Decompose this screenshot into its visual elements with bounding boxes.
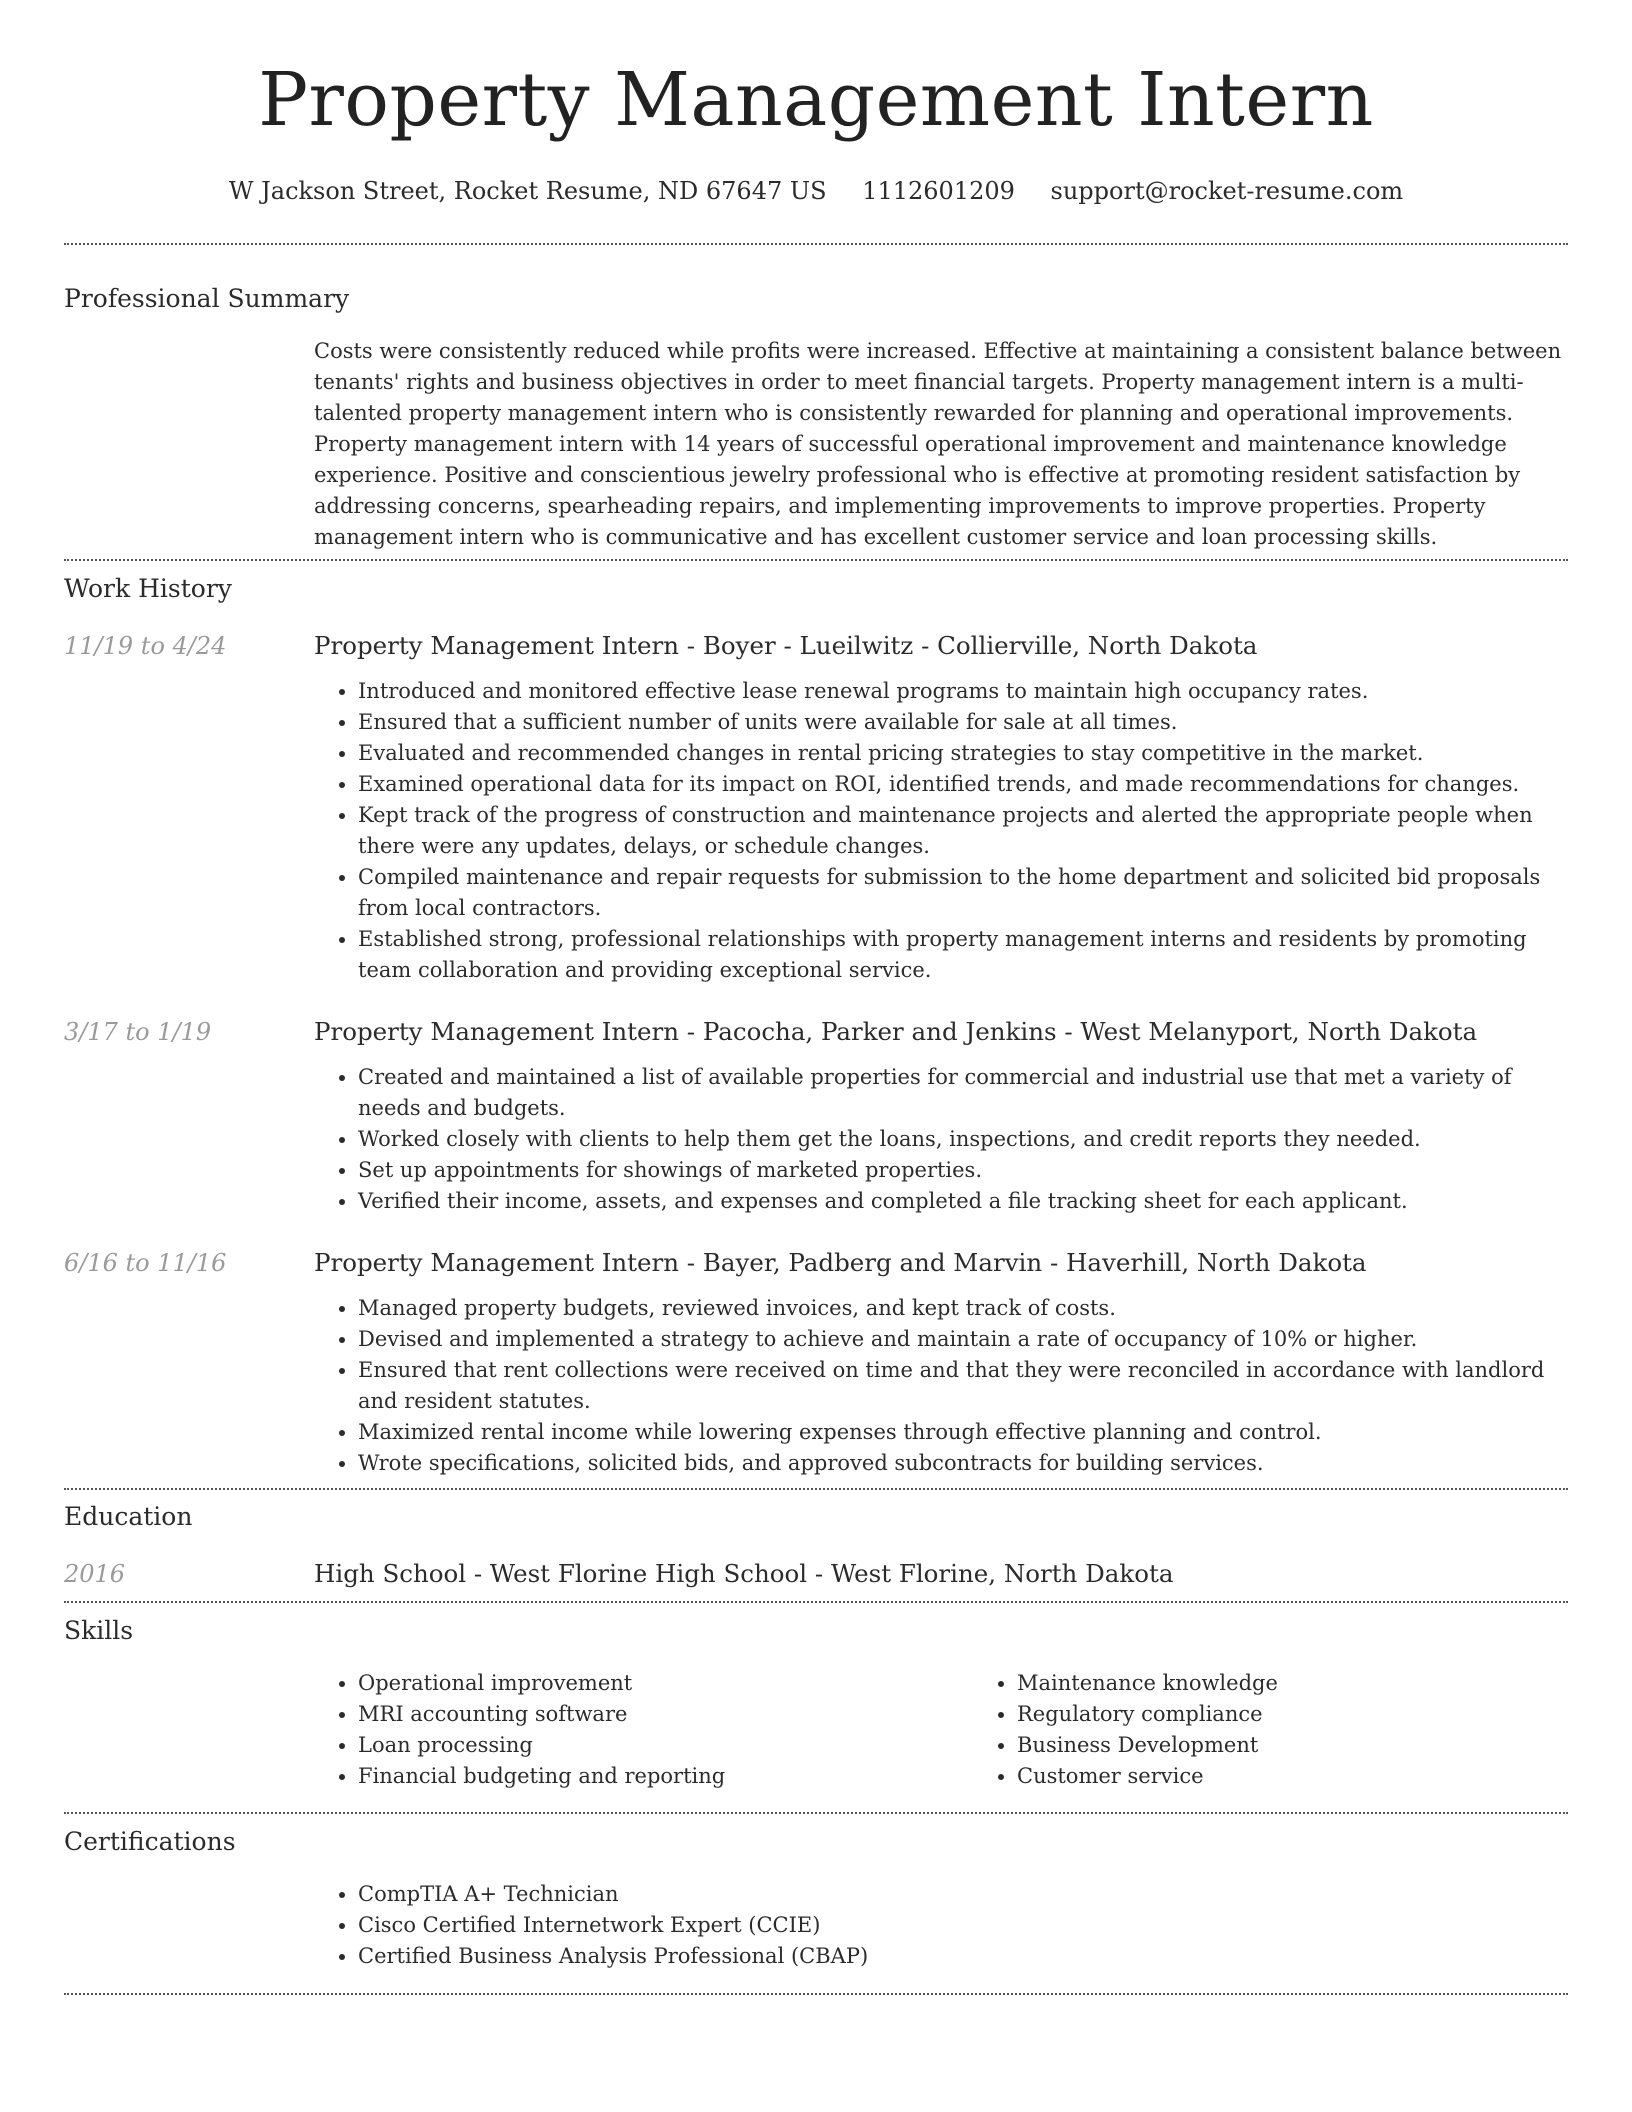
list-item: • MRI accounting software (358, 1699, 973, 1730)
list-item: • Wrote specifications, solicited bids, and approved subcontracts for building services. (358, 1448, 1568, 1479)
list-item: • Business Development (1017, 1730, 1632, 1761)
certifications-section (64, 1825, 1568, 1972)
section-title-work-history: Work History (64, 574, 232, 603)
list-item: • Ensured that a sufficient number of units were available for sale at all times. (358, 707, 1568, 738)
section-title-education: Education (64, 1502, 193, 1531)
job-heading: Property Management Intern - Boyer - Lueilwitz - Collierville, North Dakota (314, 631, 1258, 660)
candidate-name: Property Management Intern (258, 57, 1374, 143)
work-history-section (64, 572, 1568, 1479)
list-item: • Kept track of the progress of construction and maintenance projects and alerted the appropriate people when there were any updates, delays, or schedule changes. (358, 800, 1568, 862)
divider (64, 559, 1568, 561)
job-heading: Property Management Intern - Pacocha, Parker and Jenkins - West Melanyport, North Dakota (314, 1017, 1478, 1046)
list-item: • Verified their income, assets, and expenses and completed a file tracking sheet for each applicant. (358, 1186, 1568, 1217)
list-item: • Evaluated and recommended changes in rental pricing strategies to stay competitive in the market. (358, 738, 1568, 769)
list-item: • Loan processing (358, 1730, 973, 1761)
list-item: • Set up appointments for showings of marketed properties. (358, 1155, 1568, 1186)
section-title-certifications: Certifications (64, 1827, 236, 1856)
list-item: • Created and maintained a list of available properties for commercial and industrial use that met a variety of needs and budgets. (358, 1062, 1568, 1124)
list-item: • CompTIA A+ Technician (358, 1879, 1568, 1910)
skills-grid (314, 1668, 1632, 1792)
education-year: 2016 (64, 1560, 126, 1588)
job-entry (64, 629, 1568, 986)
divider (64, 243, 1568, 245)
job-dates: 3/17 to 1/19 (64, 1018, 212, 1046)
list-item: • Maintenance knowledge (1017, 1668, 1632, 1699)
education-section (64, 1500, 1568, 1591)
job-bullets (314, 1293, 1568, 1479)
job-entry (64, 1015, 1568, 1217)
divider (64, 1812, 1568, 1814)
education-entry: High School - West Florine High School - West Florine, North Dakota (314, 1559, 1174, 1588)
job-heading: Property Management Intern - Bayer, Padberg and Marvin - Haverhill, North Dakota (314, 1248, 1367, 1277)
list-item: • Cisco Certified Internetwork Expert (CCIE) (358, 1910, 1568, 1941)
list-item: • Financial budgeting and reporting (358, 1761, 973, 1792)
divider (64, 1993, 1568, 1995)
list-item: • Operational improvement (358, 1668, 973, 1699)
list-item: • Compiled maintenance and repair requests for submission to the home department and solicited bid proposals from local contractors. (358, 862, 1568, 924)
list-item: • Ensured that rent collections were received on time and that they were reconciled in accordance with landlord and resident statutes. (358, 1355, 1568, 1417)
certifications-list (314, 1879, 1568, 1972)
contact-email: support@rocket-resume.com (1050, 177, 1404, 205)
list-item: • Maximized rental income while lowering expenses through effective planning and control. (358, 1417, 1568, 1448)
summary-text: Costs were consistently reduced while profits were increased. Effective at maintaining a consistent balance between tenants' rights and business objectives in order to meet financial targets. Property management intern is a multi-talented property management intern who is consistently rewarded for planning and operational improvements. Property management intern with 14 years of successful operational improvement and maintenance knowledge experience. Positive and conscientious jewelry professional who is effective at promoting resident satisfaction by addressing concerns, spearheading repairs, and implementing improvements to improve properties. Property management intern who is communicative and has excellent customer service and loan processing skills. (314, 339, 1562, 549)
contact-phone: 1112601209 (862, 177, 1015, 205)
contact-line (64, 174, 1568, 208)
list-item: • Managed property budgets, reviewed invoices, and kept track of costs. (358, 1293, 1568, 1324)
job-bullets (314, 1062, 1568, 1217)
divider (64, 1488, 1568, 1490)
list-item: • Introduced and monitored effective lease renewal programs to maintain high occupancy rates. (358, 676, 1568, 707)
section-title-summary: Professional Summary (64, 284, 350, 313)
contact-address: W Jackson Street, Rocket Resume, ND 67647 US (228, 177, 827, 205)
job-bullets (314, 676, 1568, 986)
job-dates: 11/19 to 4/24 (64, 632, 227, 660)
skills-list-right (973, 1668, 1632, 1792)
list-item: • Certified Business Analysis Professional (CBAP) (358, 1941, 1568, 1972)
list-item: • Worked closely with clients to help them get the loans, inspections, and credit reports they needed. (358, 1124, 1568, 1155)
job-entry (64, 1246, 1568, 1479)
divider (64, 1601, 1568, 1603)
list-item: • Regulatory compliance (1017, 1699, 1632, 1730)
skills-list-left (314, 1668, 973, 1792)
summary-section (64, 282, 1568, 553)
list-item: • Examined operational data for its impact on ROI, identified trends, and made recommendations for changes. (358, 769, 1568, 800)
list-item: • Customer service (1017, 1761, 1632, 1792)
list-item: • Devised and implemented a strategy to achieve and maintain a rate of occupancy of 10% or higher. (358, 1324, 1568, 1355)
section-title-skills: Skills (64, 1616, 134, 1645)
list-item: • Established strong, professional relationships with property management interns and residents by promoting team collaboration and providing exceptional service. (358, 924, 1568, 986)
skills-section (64, 1614, 1568, 1792)
job-dates: 6/16 to 11/16 (64, 1249, 227, 1277)
